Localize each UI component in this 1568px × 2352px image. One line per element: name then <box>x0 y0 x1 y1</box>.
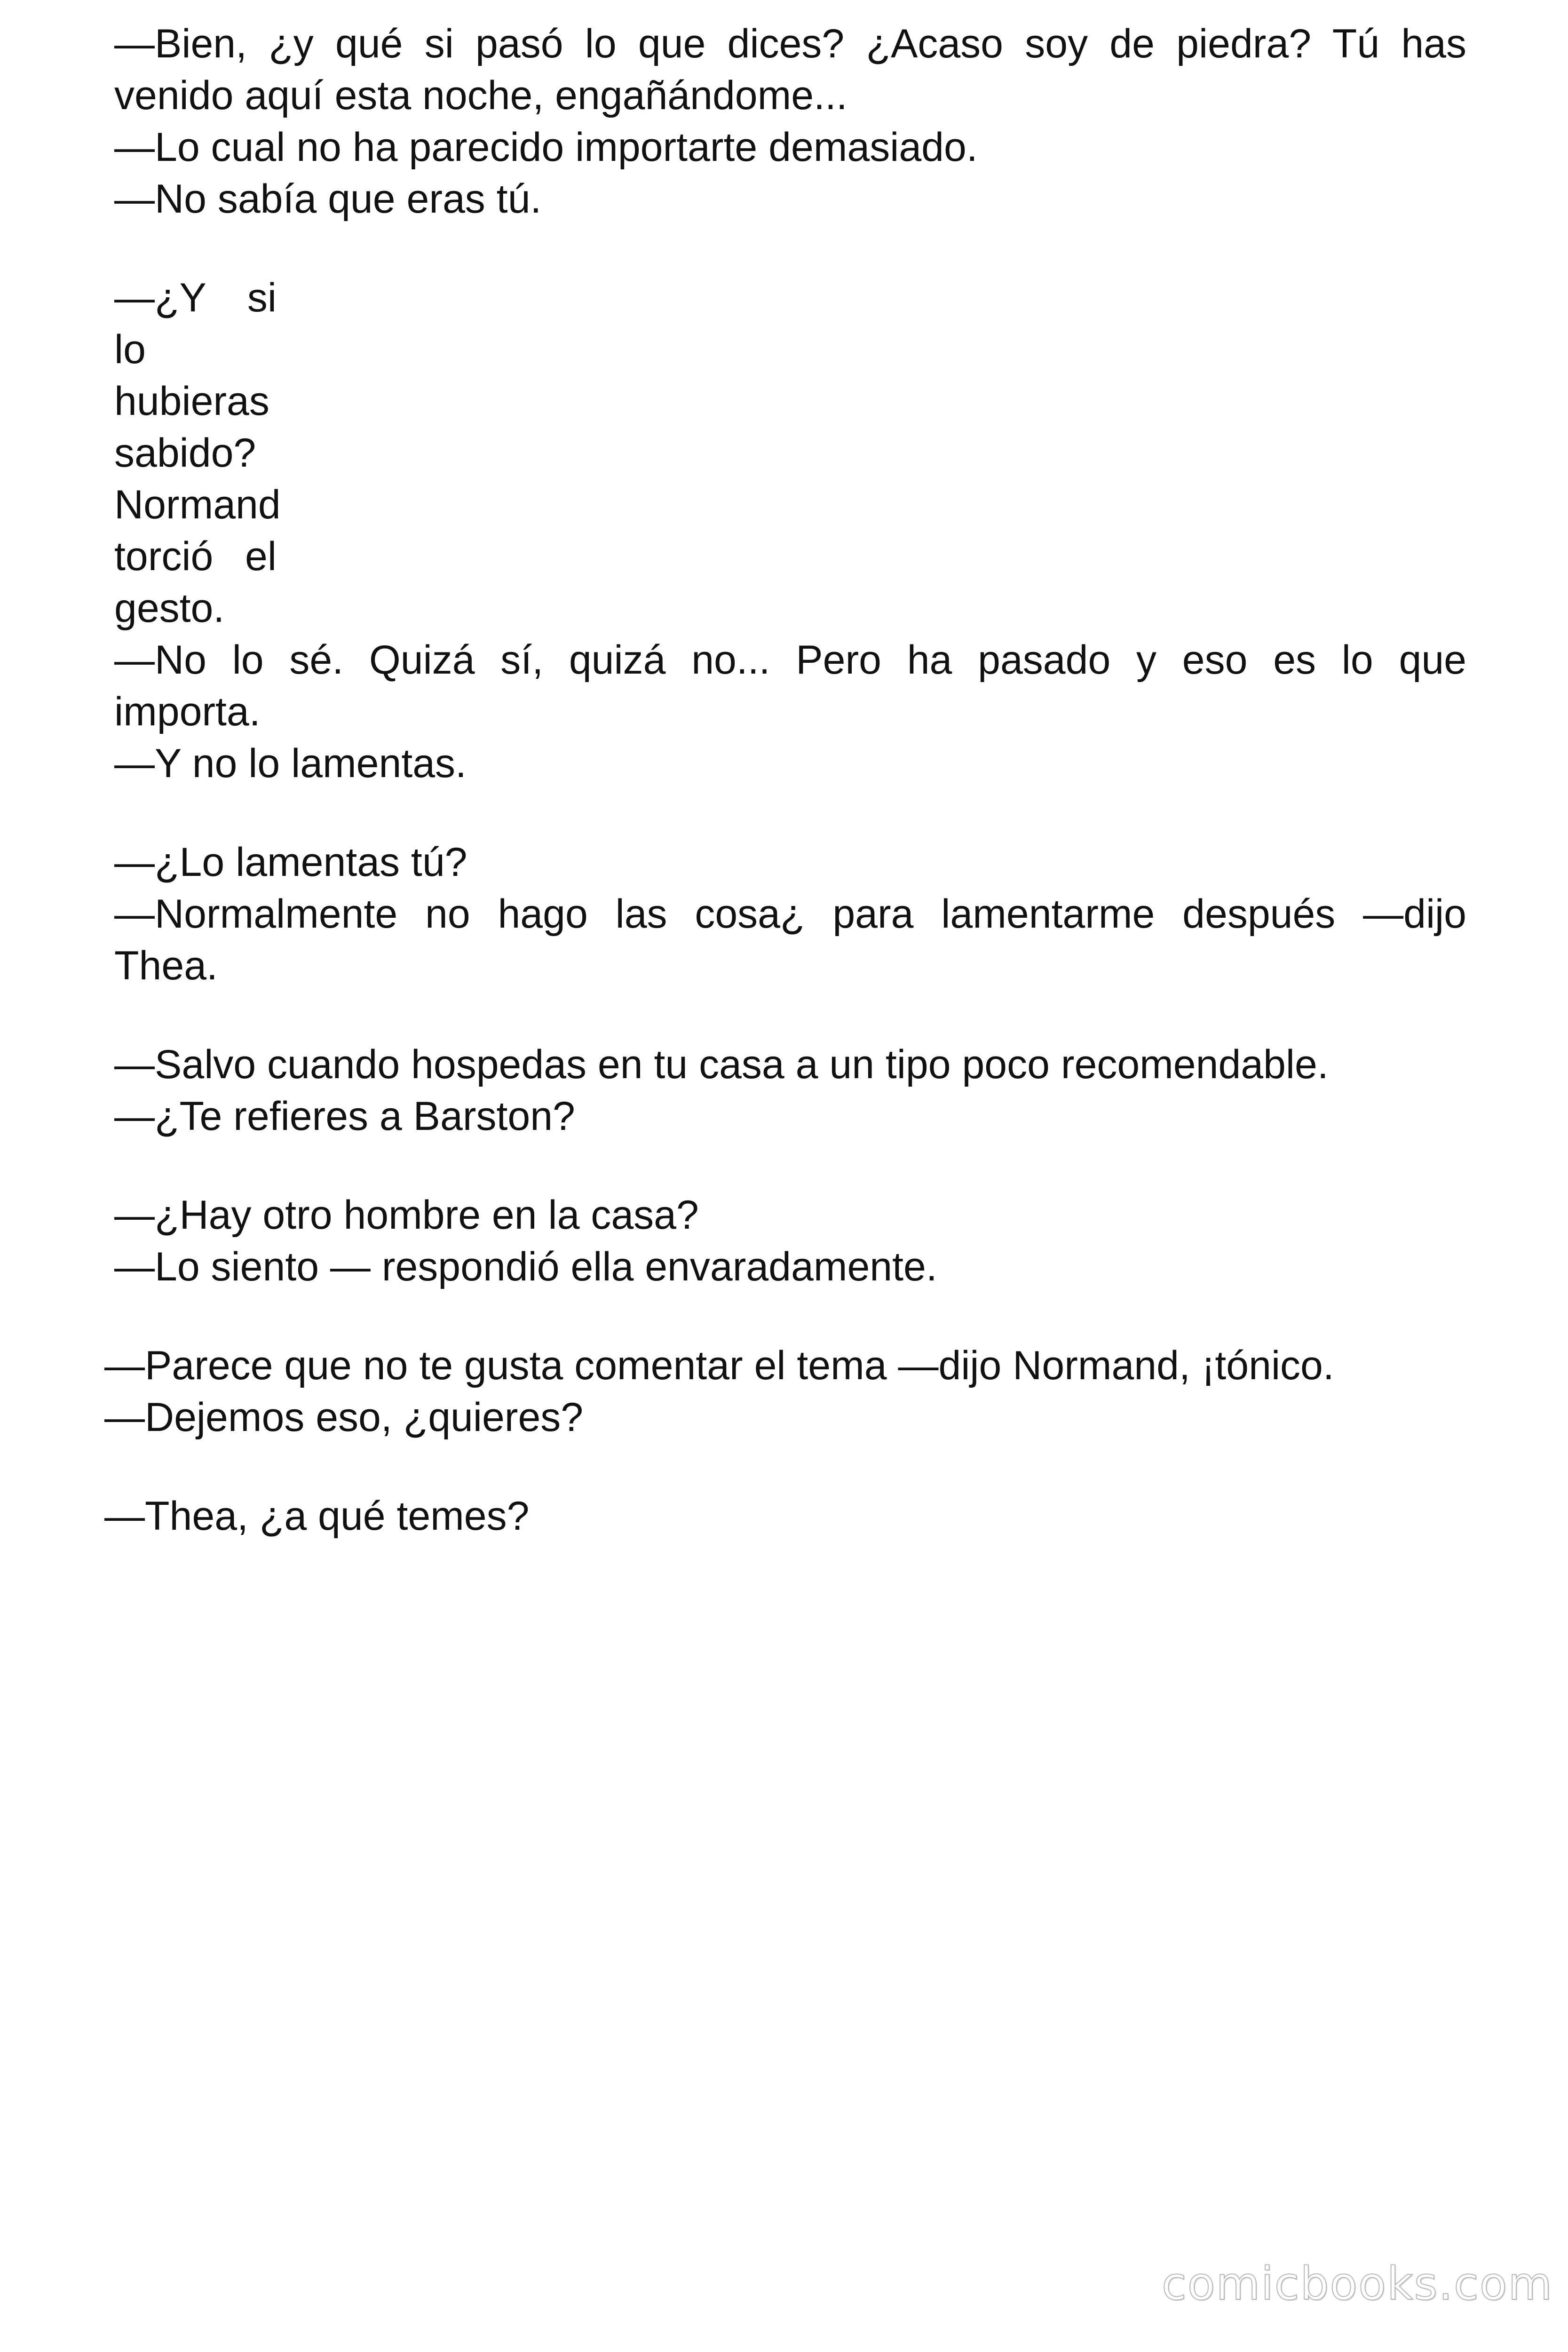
text-line: —Salvo cuando hospedas en tu casa a un tipo poco recomendable. <box>114 1042 1329 1087</box>
text-line: importa. <box>114 689 261 734</box>
text-line: —No sabía que eras tú. <box>114 176 542 222</box>
text-line: Thea. <box>114 943 218 988</box>
text-line: venido aquí esta noche, engañándome... <box>114 73 847 118</box>
text-line: sabido? <box>114 430 256 476</box>
text-line: —¿Hay otro hombre en la casa? <box>114 1192 699 1238</box>
text-line: —Bien, ¿y qué si pasó lo que dices? ¿Acaso soy de piedra? Tú has <box>114 21 1466 66</box>
text-line: —Y no lo lamentas. <box>114 741 467 786</box>
text-line: —¿Y si <box>114 275 277 320</box>
text-line: Normand <box>114 482 281 527</box>
text-line: —No lo sé. Quizá sí, quizá no... Pero ha pasado y eso es lo que <box>114 637 1466 683</box>
text-line: lo <box>114 327 146 372</box>
text-line: —Normalmente no hago las cosa¿ para lamentarme después —dijo <box>114 891 1466 937</box>
text-line: —Lo siento — respondió ella envaradamente. <box>114 1244 937 1289</box>
text-line: —Lo cual no ha parecido importarte demasiado. <box>114 125 978 170</box>
watermark-logo: comicbooks.com <box>1162 2257 1553 2310</box>
text-line: —¿Te refieres a Barston? <box>114 1094 575 1139</box>
text-line: gesto. <box>114 586 225 631</box>
text-line: hubieras <box>114 379 269 424</box>
text-line: torció el <box>114 534 277 579</box>
text-line: —Thea, ¿a qué temes? <box>104 1494 530 1539</box>
text-line: —Parece que no te gusta comentar el tema —dijo Normand, ¡tónico. <box>104 1343 1334 1388</box>
text-line: —¿Lo lamentas tú? <box>114 840 467 885</box>
text-line: —Dejemos eso, ¿quieres? <box>104 1395 584 1440</box>
